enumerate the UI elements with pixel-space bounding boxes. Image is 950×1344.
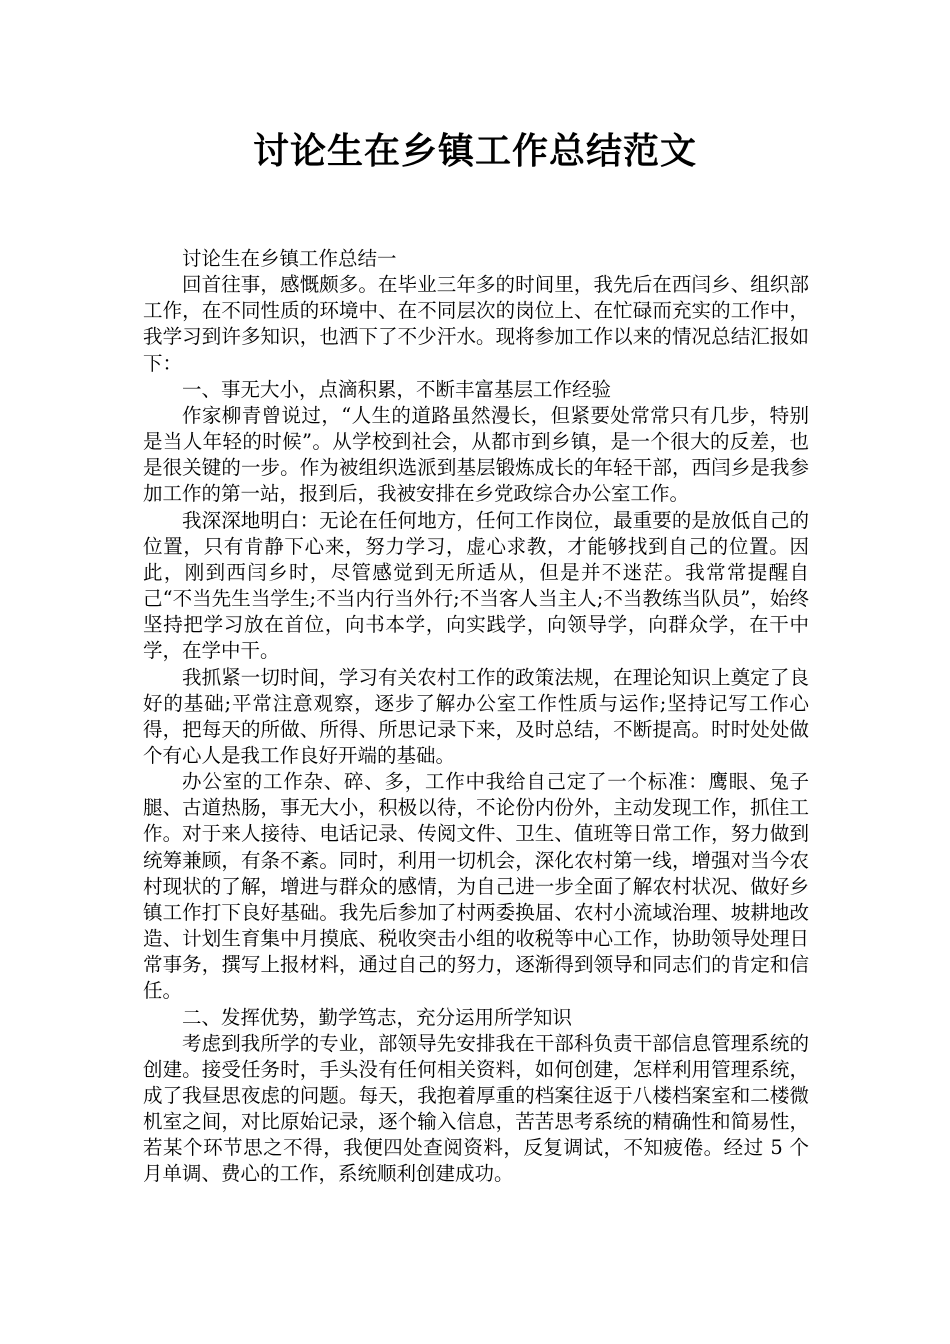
paragraph-2: 回首往事，感慨颇多。在毕业三年多的时间里，我先后在西闫乡、组织部工作，在不同性质的环境中、在不同层次的岗位上、在忙碌而充实的工作中，我学习到许多知识，也洒下了不少汗水。现将参加工作以来的情况总结汇报如下： bbox=[143, 273, 809, 375]
paragraph-7: 办公室的工作杂、碎、多，工作中我给自己定了一个标准：鹰眼、兔子腿、古道热肠，事无大小，积极以待，不论份内份外，主动发现工作，抓住工作。对于来人接待、电话记录、传阅文件、卫生、值班等日常工作，努力做到统筹兼顾，有条不紊。同时，利用一切机会，深化农村第一线，增强对当今农村现状的了解，增进与群众的感情，为自己进一步全面了解农村状况、做好乡镇工作打下良好基础。我先后参加了村两委换届、农村小流域治理、坡耕地改造、计划生育集中月摸底、税收突击小组的收税等中心工作，协助领导处理日常事务，撰写上报材料，通过自己的努力，逐渐得到领导和同志们的肯定和信任。 bbox=[143, 770, 809, 1003]
paragraph-8-heading: 二、发挥优势，勤学笃志，充分运用所学知识 bbox=[182, 1005, 573, 1029]
paragraph-5: 我深深地明白：无论在任何地方，任何工作岗位，最重要的是放低自己的位置，只有肯静下心来，努力学习，虚心求教，才能够找到自己的位置。因此，刚到西闫乡时，尽管感觉到无所适从，但是并不迷茫。我常常提醒自己“不当先生当学生;不当内行当外行;不当客人当主人;不当教练当队员”，始终坚持把学习放在首位，向书本学，向实践学，向领导学，向群众学，在干中学，在学中干。 bbox=[143, 508, 809, 663]
document-body bbox=[143, 246, 809, 1188]
paragraph-6: 我抓紧一切时间，学习有关农村工作的政策法规，在理论知识上奠定了良好的基础;平常注意观察，逐步了解办公室工作性质与运作;坚持记写工作心得，把每天的所做、所得、所思记录下来，及时总结，不断提高。时时处处做个有心人是我工作良好开端的基础。 bbox=[143, 665, 809, 767]
paragraph-9: 考虑到我所学的专业，部领导先安排我在干部科负责干部信息管理系统的创建。接受任务时，手头没有任何相关资料，如何创建，怎样利用管理系统，成了我昼思夜虑的问题。每天，我抱着厚重的档案往返于八楼档案室和二楼微机室之间，对比原始记录，逐个输入信息，苦苦思考系统的精确性和简易性，若某个环节思之不得，我便四处查阅资料，反复调试，不知疲倦。经过 5 个月单调、费心的工作，系统顺利创建成功。 bbox=[143, 1031, 809, 1186]
document-title: 讨论生在乡镇工作总结范文 bbox=[252, 131, 697, 172]
paragraph-1: 讨论生在乡镇工作总结一 bbox=[182, 247, 397, 270]
paragraph-4: 作家柳青曾说过，“人生的道路虽然漫长，但紧要处常常只有几步，特别是当人年轻的时候”。从学校到社会，从都市到乡镇，是一个很大的反差，也是很关键的一步。作为被组织选派到基层锻炼成长的年轻干部，西闫乡是我参加工作的第一站，报到后，我被安排在乡党政综合办公室工作。 bbox=[143, 403, 809, 506]
paragraph-3-heading: 一、事无大小，点滴积累，不断丰富基层工作经验 bbox=[182, 377, 612, 401]
